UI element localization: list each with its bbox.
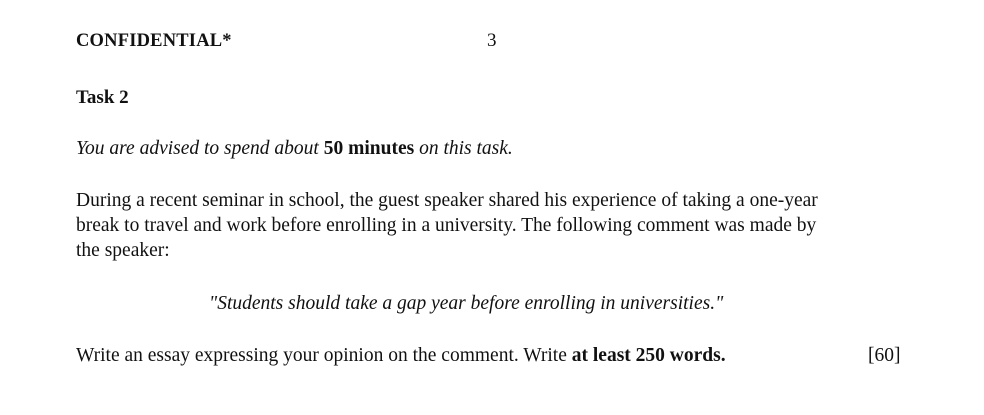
task-description — [76, 188, 916, 263]
advice-duration: 50 minutes — [323, 138, 415, 159]
word-requirement: at least 250 words. — [571, 345, 726, 366]
task-title: Task 2 — [76, 87, 129, 108]
description-line: the speaker: — [76, 240, 170, 261]
speaker-quote: "Students should take a gap year before enrolling in universities." — [209, 293, 724, 314]
instruction-prefix: Write an essay expressing your opinion on the comment. Write — [76, 345, 572, 366]
essay-instruction — [76, 344, 726, 368]
page-number: 3 — [487, 30, 497, 51]
description-line: break to travel and work before enrolling in a university. The following comment was made by — [76, 215, 817, 236]
confidential-label: CONFIDENTIAL* — [76, 31, 232, 51]
time-advice — [76, 137, 513, 161]
advice-suffix: on this task. — [414, 138, 513, 159]
description-line: During a recent seminar in school, the guest speaker shared his experience of taking a one-year — [76, 190, 818, 211]
marks-allocation: [60] — [868, 345, 901, 366]
advice-prefix: You are advised to spend about — [76, 138, 324, 159]
